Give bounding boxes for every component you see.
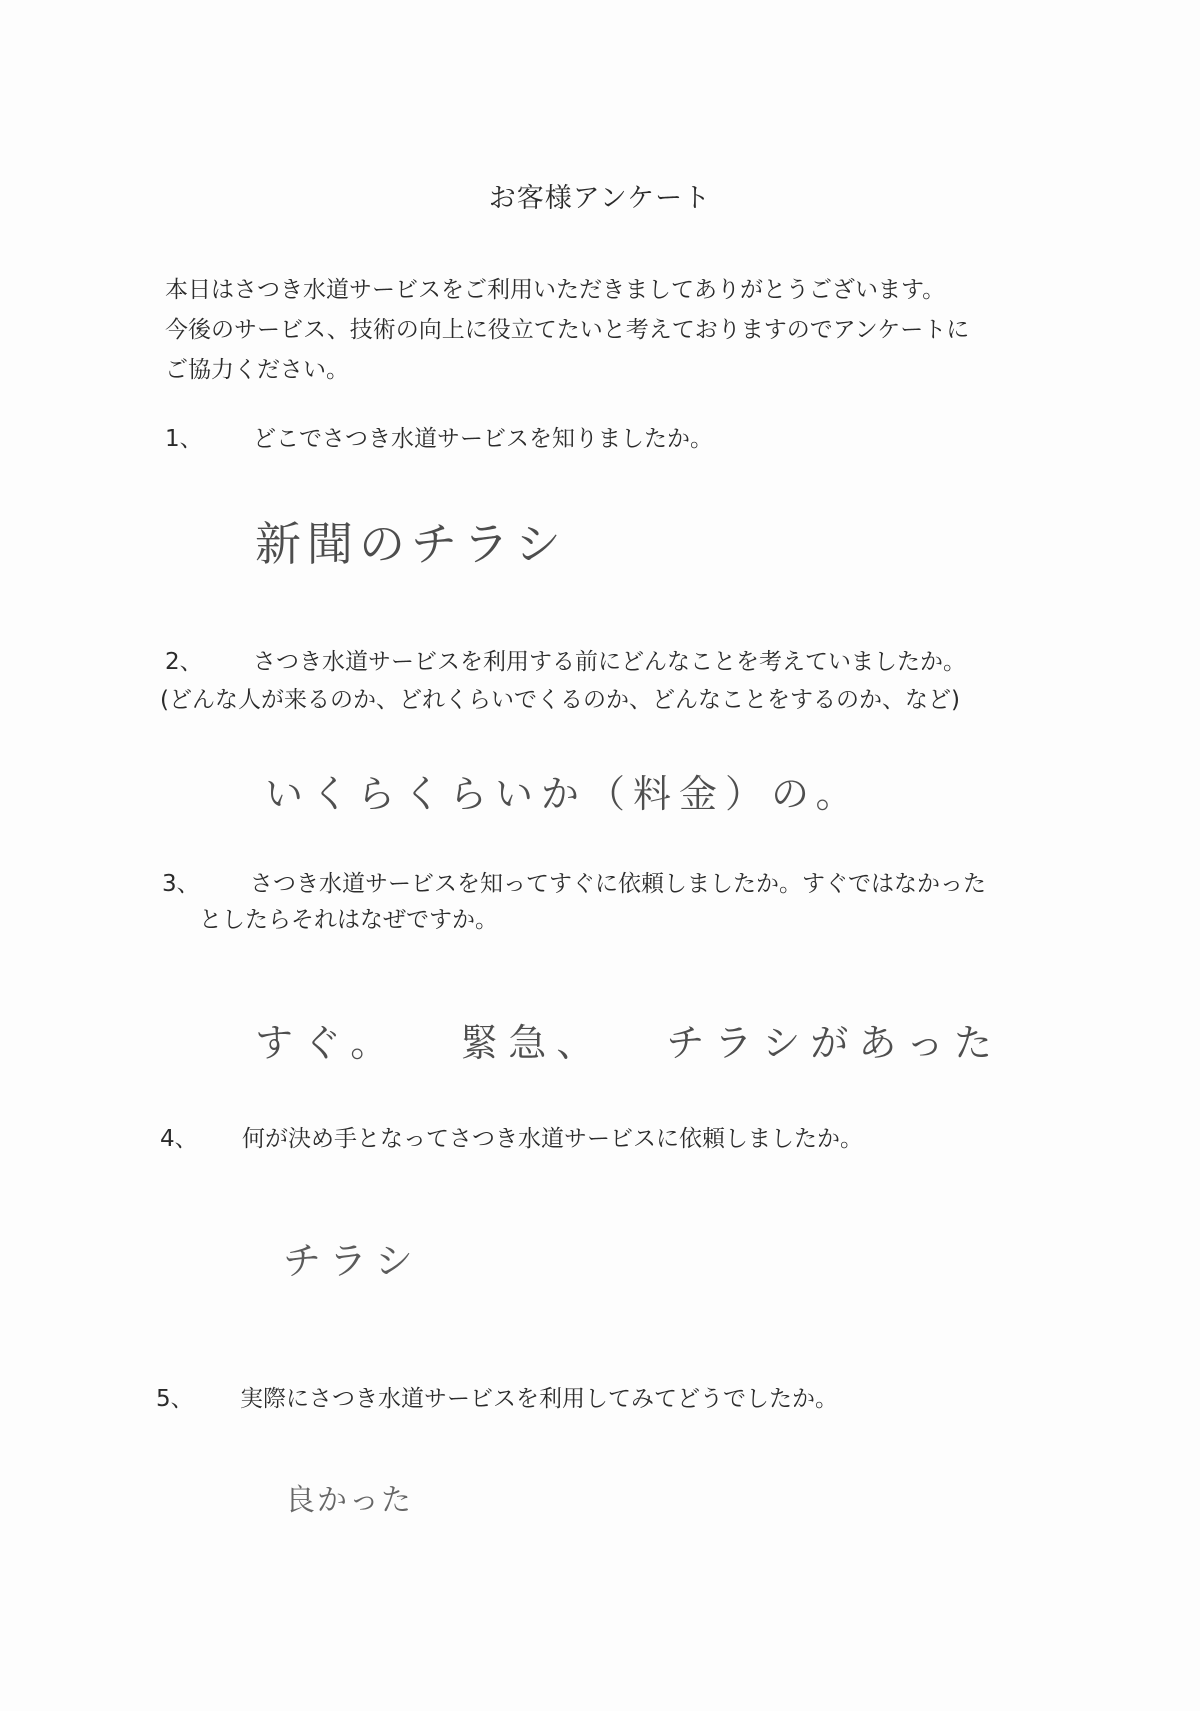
question-number: 3、 (162, 871, 200, 897)
intro-line: 今後のサービス、技術の向上に役立てたいと考えておりますのでアンケートに (165, 317, 970, 343)
question-text: 実際にさつき水道サービスを利用してみてどうでしたか。 (240, 1386, 838, 1412)
question-number: 1、 (165, 426, 203, 452)
question-text: どこでさつき水道サービスを知りましたか。 (253, 426, 713, 452)
question-1 (165, 420, 1065, 450)
question-2 (160, 643, 1065, 723)
question-text: 何が決め手となってさつき水道サービスに依頼しましたか。 (242, 1126, 863, 1152)
question-text-line2: としたらそれはなぜですか。 (199, 907, 498, 933)
question-4 (160, 1120, 1060, 1150)
question-5 (156, 1380, 1056, 1410)
intro-paragraph (165, 270, 1065, 390)
answer-1-handwritten: 新聞のチラシ (255, 517, 567, 571)
intro-line: ご協力ください。 (165, 357, 349, 383)
question-3 (162, 865, 1062, 945)
answer-2-handwritten: いくらくらいか（料金）の。 (265, 772, 862, 816)
question-note: (どんな人が来るのか、どれくらいでくるのか、どんなことをするのか、など) (160, 687, 960, 713)
question-text: さつき水道サービスを知ってすぐに依頼しましたか。すぐではなかった (250, 871, 986, 897)
question-number: 4、 (160, 1126, 198, 1152)
question-text: さつき水道サービスを利用する前にどんなことを考えていましたか。 (253, 649, 966, 675)
intro-line: 本日はさつき水道サービスをご利用いただきましてありがとうございます。 (165, 277, 946, 303)
question-number: 2、 (165, 649, 203, 675)
answer-4-handwritten: チラシ (283, 1239, 422, 1283)
answer-3-handwritten: すぐ。 緊急、 チラシがあった (255, 1021, 1003, 1065)
question-number: 5、 (156, 1386, 194, 1412)
page-title: お客様アンケート (488, 183, 712, 214)
answer-5-handwritten: 良かった (285, 1483, 413, 1518)
